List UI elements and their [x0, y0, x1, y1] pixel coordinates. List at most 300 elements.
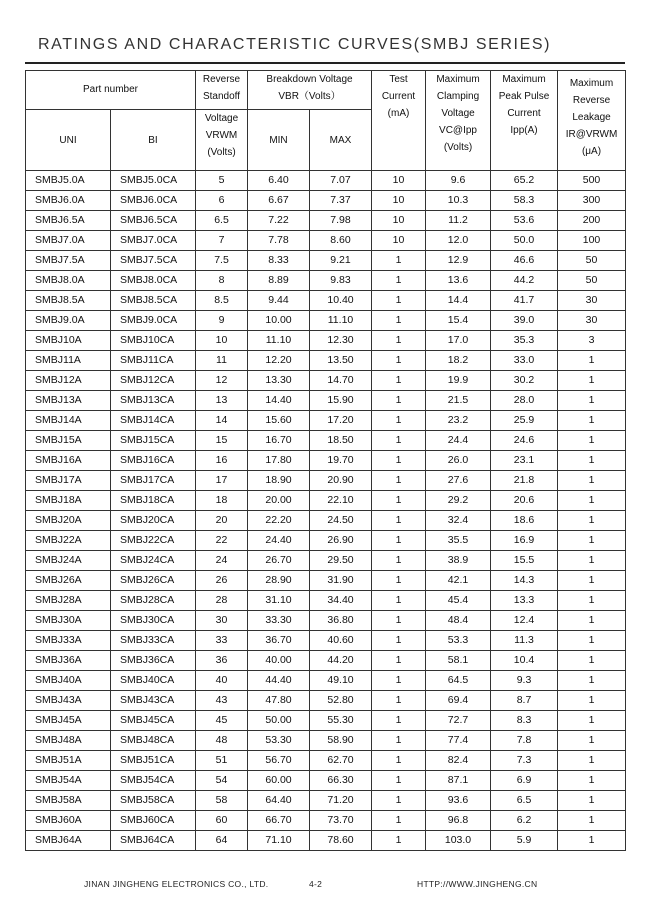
table-cell: 30.2: [491, 371, 558, 391]
table-cell: 13.6: [426, 271, 491, 291]
table-cell: 11.2: [426, 211, 491, 231]
table-cell: 42.1: [426, 571, 491, 591]
table-cell: SMBJ48A: [26, 731, 111, 751]
table-row: [26, 671, 626, 691]
table-row: [26, 651, 626, 671]
table-cell: SMBJ14CA: [111, 411, 196, 431]
table-cell: 300: [558, 191, 626, 211]
table-cell: 8: [196, 271, 248, 291]
table-cell: 27.6: [426, 471, 491, 491]
table-row: [26, 611, 626, 631]
table-cell: 10.4: [491, 651, 558, 671]
table-cell: 31.10: [248, 591, 310, 611]
table-cell: 7.78: [248, 231, 310, 251]
table-cell: 48.4: [426, 611, 491, 631]
table-cell: 8.89: [248, 271, 310, 291]
table-cell: 1: [558, 471, 626, 491]
table-cell: 1: [372, 531, 426, 551]
table-cell: 19.9: [426, 371, 491, 391]
table-cell: 1: [558, 491, 626, 511]
table-cell: 66.30: [310, 771, 372, 791]
table-cell: 20: [196, 511, 248, 531]
header-clamping-voltage: [426, 71, 491, 171]
table-cell: SMBJ7.0A: [26, 231, 111, 251]
table-cell: 13.3: [491, 591, 558, 611]
table-cell: 21.8: [491, 471, 558, 491]
table-row: [26, 171, 626, 191]
table-cell: 72.7: [426, 711, 491, 731]
table-cell: 71.20: [310, 791, 372, 811]
table-cell: SMBJ48CA: [111, 731, 196, 751]
table-row: [26, 231, 626, 251]
table-row: [26, 291, 626, 311]
table-cell: SMBJ9.0A: [26, 311, 111, 331]
header-line: Maximum: [436, 74, 480, 85]
table-cell: SMBJ24CA: [111, 551, 196, 571]
table-cell: SMBJ58A: [26, 791, 111, 811]
table-cell: 10: [372, 191, 426, 211]
table-cell: 29.50: [310, 551, 372, 571]
table-cell: 18.6: [491, 511, 558, 531]
table-cell: SMBJ7.5A: [26, 251, 111, 271]
table-row: [26, 691, 626, 711]
table-cell: 9.44: [248, 291, 310, 311]
table-cell: 12.20: [248, 351, 310, 371]
table-cell: 78.60: [310, 831, 372, 851]
table-cell: 66.70: [248, 811, 310, 831]
table-cell: 16.70: [248, 431, 310, 451]
table-cell: SMBJ9.0CA: [111, 311, 196, 331]
table-cell: 11: [196, 351, 248, 371]
table-cell: SMBJ60A: [26, 811, 111, 831]
table-cell: 12.0: [426, 231, 491, 251]
table-cell: 17.80: [248, 451, 310, 471]
table-cell: 18.90: [248, 471, 310, 491]
table-cell: SMBJ13CA: [111, 391, 196, 411]
table-cell: SMBJ51A: [26, 751, 111, 771]
table-cell: 1: [558, 411, 626, 431]
table-row: [26, 331, 626, 351]
table-cell: 73.70: [310, 811, 372, 831]
table-cell: SMBJ18A: [26, 491, 111, 511]
table-cell: 58.3: [491, 191, 558, 211]
header-line: Peak Pulse: [498, 91, 550, 102]
table-cell: 7.37: [310, 191, 372, 211]
table-cell: 30: [558, 291, 626, 311]
table-cell: SMBJ15CA: [111, 431, 196, 451]
header-uni: UNI: [26, 110, 111, 171]
table-cell: 8.33: [248, 251, 310, 271]
table-cell: SMBJ10CA: [111, 331, 196, 351]
table-cell: SMBJ5.0CA: [111, 171, 196, 191]
table-row: [26, 431, 626, 451]
table-cell: 28: [196, 591, 248, 611]
table-row: [26, 491, 626, 511]
header-line: (Volts): [443, 142, 473, 153]
table-cell: SMBJ14A: [26, 411, 111, 431]
header-row-top: [26, 71, 626, 110]
header-voltage-vrwm: [196, 110, 248, 171]
header-test-current: [372, 71, 426, 171]
page-title: RATINGS AND CHARACTERISTIC CURVES(SMBJ SERIES): [38, 36, 552, 53]
table-cell: 93.6: [426, 791, 491, 811]
table-cell: SMBJ8.5CA: [111, 291, 196, 311]
table-cell: SMBJ16CA: [111, 451, 196, 471]
table-cell: 64.5: [426, 671, 491, 691]
table-row: [26, 411, 626, 431]
table-cell: 14.4: [426, 291, 491, 311]
table-cell: 17: [196, 471, 248, 491]
table-cell: 1: [372, 591, 426, 611]
header-line: VC@Ipp: [439, 125, 477, 136]
table-cell: 47.80: [248, 691, 310, 711]
table-cell: 5.9: [491, 831, 558, 851]
table-cell: 18.50: [310, 431, 372, 451]
table-cell: 54: [196, 771, 248, 791]
footer-company: JINAN JINGHENG ELECTRONICS CO., LTD.: [84, 879, 269, 889]
table-cell: 44.20: [310, 651, 372, 671]
table-cell: SMBJ60CA: [111, 811, 196, 831]
table-cell: 24.50: [310, 511, 372, 531]
table-cell: 1: [372, 251, 426, 271]
table-cell: 9.3: [491, 671, 558, 691]
table-cell: 7.98: [310, 211, 372, 231]
ratings-table: [25, 70, 626, 851]
table-cell: 100: [558, 231, 626, 251]
table-cell: 1: [372, 651, 426, 671]
table-cell: SMBJ33CA: [111, 631, 196, 651]
table-cell: 30: [196, 611, 248, 631]
table-cell: 17.0: [426, 331, 491, 351]
table-cell: 13: [196, 391, 248, 411]
table-row: [26, 311, 626, 331]
table-cell: 58.1: [426, 651, 491, 671]
table-cell: 6.40: [248, 171, 310, 191]
table-cell: 31.90: [310, 571, 372, 591]
table-cell: 1: [372, 351, 426, 371]
table-row: [26, 831, 626, 851]
table-cell: 8.5: [196, 291, 248, 311]
table-cell: SMBJ20A: [26, 511, 111, 531]
table-cell: 55.30: [310, 711, 372, 731]
table-cell: SMBJ7.5CA: [111, 251, 196, 271]
header-line: VRWM: [205, 130, 238, 141]
table-row: [26, 551, 626, 571]
table-cell: 24.6: [491, 431, 558, 451]
table-cell: 64: [196, 831, 248, 851]
table-cell: 7.5: [196, 251, 248, 271]
table-cell: 50: [558, 251, 626, 271]
table-cell: 1: [558, 671, 626, 691]
table-cell: SMBJ28A: [26, 591, 111, 611]
table-cell: 1: [372, 471, 426, 491]
table-cell: 50.00: [248, 711, 310, 731]
table-cell: 10: [372, 171, 426, 191]
table-cell: SMBJ26A: [26, 571, 111, 591]
table-cell: SMBJ24A: [26, 551, 111, 571]
table-cell: 1: [558, 571, 626, 591]
table-cell: 1: [558, 591, 626, 611]
table-cell: SMBJ6.5A: [26, 211, 111, 231]
table-cell: 103.0: [426, 831, 491, 851]
table-cell: 11.3: [491, 631, 558, 651]
table-cell: SMBJ36CA: [111, 651, 196, 671]
table-cell: 1: [372, 511, 426, 531]
table-cell: 9: [196, 311, 248, 331]
table-cell: 9.6: [426, 171, 491, 191]
table-cell: 8.7: [491, 691, 558, 711]
table-cell: 1: [558, 351, 626, 371]
header-part-number: Part number: [26, 71, 196, 110]
table-cell: SMBJ64A: [26, 831, 111, 851]
header-line: Test: [389, 74, 408, 85]
table-cell: 10.00: [248, 311, 310, 331]
table-cell: 82.4: [426, 751, 491, 771]
table-cell: 24.4: [426, 431, 491, 451]
table-cell: SMBJ7.0CA: [111, 231, 196, 251]
table-cell: 28.90: [248, 571, 310, 591]
table-row: [26, 371, 626, 391]
table-row: [26, 351, 626, 371]
table-cell: SMBJ6.5CA: [111, 211, 196, 231]
table-cell: 12.4: [491, 611, 558, 631]
header-peak-pulse-current: [491, 71, 558, 171]
table-cell: SMBJ13A: [26, 391, 111, 411]
table-cell: 12.30: [310, 331, 372, 351]
table-row: [26, 631, 626, 651]
table-row: [26, 711, 626, 731]
table-cell: 1: [372, 711, 426, 731]
table-cell: SMBJ8.5A: [26, 291, 111, 311]
header-bi: BI: [111, 110, 196, 171]
table-cell: 46.6: [491, 251, 558, 271]
table-cell: SMBJ15A: [26, 431, 111, 451]
table-cell: 7.3: [491, 751, 558, 771]
table-row: [26, 451, 626, 471]
table-cell: 10: [196, 331, 248, 351]
table-cell: 10: [372, 211, 426, 231]
table-cell: 1: [372, 331, 426, 351]
table-cell: 1: [372, 271, 426, 291]
table-cell: SMBJ11A: [26, 351, 111, 371]
table-cell: 16: [196, 451, 248, 471]
table-cell: SMBJ40A: [26, 671, 111, 691]
table-cell: 35.3: [491, 331, 558, 351]
table-cell: SMBJ64CA: [111, 831, 196, 851]
table-cell: 33.30: [248, 611, 310, 631]
table-cell: 1: [558, 431, 626, 451]
table-cell: 5: [196, 171, 248, 191]
table-cell: 1: [372, 571, 426, 591]
table-cell: 69.4: [426, 691, 491, 711]
table-cell: 14.70: [310, 371, 372, 391]
table-cell: SMBJ17A: [26, 471, 111, 491]
table-cell: 200: [558, 211, 626, 231]
table-cell: 18.2: [426, 351, 491, 371]
table-row: [26, 571, 626, 591]
table-cell: 39.0: [491, 311, 558, 331]
table-row: [26, 751, 626, 771]
table-cell: 33: [196, 631, 248, 651]
table-cell: 1: [558, 531, 626, 551]
table-cell: SMBJ16A: [26, 451, 111, 471]
table-cell: 40.00: [248, 651, 310, 671]
table-cell: 22.10: [310, 491, 372, 511]
table-cell: 1: [372, 391, 426, 411]
table-cell: 44.2: [491, 271, 558, 291]
table-cell: 7.07: [310, 171, 372, 191]
table-row: [26, 811, 626, 831]
table-cell: 1: [372, 291, 426, 311]
header-max: MAX: [310, 110, 372, 171]
table-cell: 64.40: [248, 791, 310, 811]
table-cell: SMBJ33A: [26, 631, 111, 651]
table-row: [26, 771, 626, 791]
title-underline: [25, 62, 625, 64]
table-cell: 22.20: [248, 511, 310, 531]
header-line: Current: [507, 108, 541, 119]
header-line: Ipp(A): [510, 125, 538, 136]
table-cell: 35.5: [426, 531, 491, 551]
table-cell: 1: [558, 751, 626, 771]
table-cell: SMBJ22CA: [111, 531, 196, 551]
table-cell: 60.00: [248, 771, 310, 791]
table-cell: SMBJ43A: [26, 691, 111, 711]
table-row: [26, 731, 626, 751]
table-body: [26, 171, 626, 851]
table-row: [26, 591, 626, 611]
footer-page-number: 4-2: [309, 879, 323, 889]
table-cell: 9.83: [310, 271, 372, 291]
table-cell: 20.6: [491, 491, 558, 511]
table-cell: 1: [372, 431, 426, 451]
table-cell: 45: [196, 711, 248, 731]
table-cell: 1: [558, 651, 626, 671]
table-cell: 50: [558, 271, 626, 291]
table-cell: 1: [558, 631, 626, 651]
table-cell: 10.3: [426, 191, 491, 211]
table-cell: 96.8: [426, 811, 491, 831]
table-cell: 58.90: [310, 731, 372, 751]
table-cell: 1: [372, 491, 426, 511]
table-cell: SMBJ6.0CA: [111, 191, 196, 211]
table-cell: 1: [372, 411, 426, 431]
table-cell: SMBJ45A: [26, 711, 111, 731]
header-reverse-standoff: [196, 71, 248, 110]
table-cell: 28.0: [491, 391, 558, 411]
table-cell: SMBJ43CA: [111, 691, 196, 711]
table-cell: 25.9: [491, 411, 558, 431]
table-cell: 21.5: [426, 391, 491, 411]
header-line: Reverse: [572, 95, 611, 106]
table-cell: SMBJ51CA: [111, 751, 196, 771]
table-cell: 60: [196, 811, 248, 831]
table-cell: 65.2: [491, 171, 558, 191]
table-cell: 44.40: [248, 671, 310, 691]
table-cell: 1: [372, 371, 426, 391]
table-cell: 26.70: [248, 551, 310, 571]
table-cell: 1: [372, 811, 426, 831]
table-cell: 8.60: [310, 231, 372, 251]
table-cell: 32.4: [426, 511, 491, 531]
table-cell: SMBJ22A: [26, 531, 111, 551]
table-cell: 1: [558, 691, 626, 711]
header-line: (μA): [581, 146, 602, 157]
table-cell: 87.1: [426, 771, 491, 791]
table-cell: 1: [558, 711, 626, 731]
table-row: [26, 211, 626, 231]
table-cell: 15.4: [426, 311, 491, 331]
table-cell: 6.9: [491, 771, 558, 791]
table-cell: 53.30: [248, 731, 310, 751]
table-cell: 6.2: [491, 811, 558, 831]
table-cell: SMBJ12A: [26, 371, 111, 391]
table-cell: 6.67: [248, 191, 310, 211]
table-cell: 26: [196, 571, 248, 591]
table-row: [26, 471, 626, 491]
table-cell: SMBJ40CA: [111, 671, 196, 691]
table-cell: 7: [196, 231, 248, 251]
table-cell: 45.4: [426, 591, 491, 611]
header-line: Maximum: [502, 74, 546, 85]
table-cell: 6.5: [196, 211, 248, 231]
table-cell: 1: [372, 631, 426, 651]
table-cell: 53.6: [491, 211, 558, 231]
table-cell: 3: [558, 331, 626, 351]
table-cell: SMBJ20CA: [111, 511, 196, 531]
table-cell: SMBJ36A: [26, 651, 111, 671]
header-line: (Volts): [207, 147, 236, 158]
table-cell: 24: [196, 551, 248, 571]
table-cell: 19.70: [310, 451, 372, 471]
table-cell: 36.70: [248, 631, 310, 651]
table-cell: SMBJ8.0A: [26, 271, 111, 291]
table-cell: SMBJ28CA: [111, 591, 196, 611]
header-line: Reverse: [202, 74, 241, 85]
table-row: [26, 271, 626, 291]
table-cell: 13.50: [310, 351, 372, 371]
table-cell: 7.8: [491, 731, 558, 751]
table-cell: SMBJ11CA: [111, 351, 196, 371]
table-cell: 43: [196, 691, 248, 711]
table-cell: 58: [196, 791, 248, 811]
table-cell: 23.2: [426, 411, 491, 431]
footer-url: HTTP://WWW.JINGHENG.CN: [417, 879, 538, 889]
table-cell: 10: [372, 231, 426, 251]
table-cell: 50.0: [491, 231, 558, 251]
table-cell: 11.10: [248, 331, 310, 351]
table-cell: 11.10: [310, 311, 372, 331]
table-cell: 15.90: [310, 391, 372, 411]
table-cell: 1: [372, 611, 426, 631]
table-cell: 1: [558, 551, 626, 571]
table-cell: SMBJ18CA: [111, 491, 196, 511]
table-cell: 15.5: [491, 551, 558, 571]
header-min: MIN: [248, 110, 310, 171]
table-cell: 1: [558, 611, 626, 631]
table-cell: 15.60: [248, 411, 310, 431]
table-cell: 20.00: [248, 491, 310, 511]
table-cell: 1: [558, 791, 626, 811]
table-cell: SMBJ30A: [26, 611, 111, 631]
table-cell: 1: [558, 391, 626, 411]
table-cell: SMBJ12CA: [111, 371, 196, 391]
table-cell: 23.1: [491, 451, 558, 471]
table-cell: 77.4: [426, 731, 491, 751]
table-cell: SMBJ10A: [26, 331, 111, 351]
table-cell: 41.7: [491, 291, 558, 311]
table-cell: 6.5: [491, 791, 558, 811]
